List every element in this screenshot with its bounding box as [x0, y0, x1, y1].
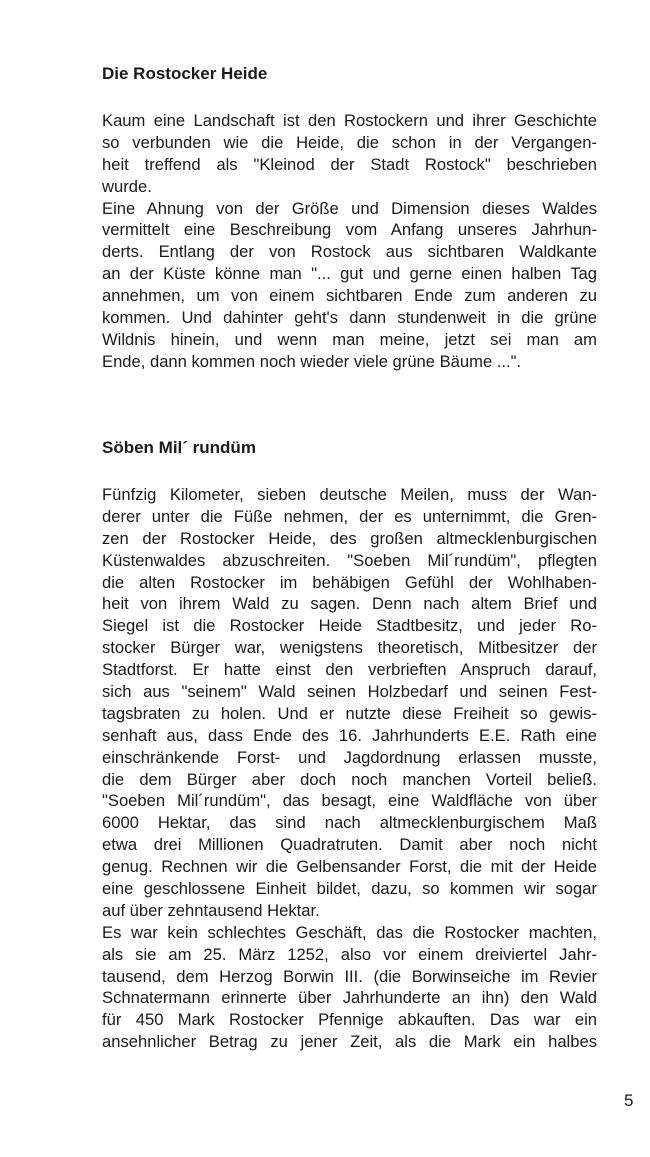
- text-line: tausend, dem Herzog Borwin III. (die Borwinseiche im Revier: [102, 966, 597, 986]
- text-line: senhaft aus, dass Ende des 16. Jahrhunderts E.E. Rath eine: [102, 725, 597, 745]
- text-line: Stadtforst. Er hatte einst den verbrieften Anspruch darauf,: [102, 660, 597, 680]
- text-line: Küstenwaldes abzuschreiten. "Soeben Mil´rundüm", pflegten: [102, 550, 597, 570]
- text-line: 6000 Hektar, das sind nach altmecklenburgischem Maß: [102, 813, 597, 833]
- text-line: Siegel ist die Rostocker Heide Stadtbesitz, und jeder Ro-: [102, 616, 597, 636]
- text-line: eine geschlossene Einheit bildet, dazu, so kommen wir sogar: [102, 879, 597, 899]
- text-line: Es war kein schlechtes Geschäft, das die Rostocker machten,: [102, 922, 597, 942]
- page-number: 5: [624, 1091, 634, 1110]
- text-line: einschränkende Forst- und Jagdordnung erlassen musste,: [102, 747, 597, 767]
- text-line: "Soeben Mil´rundüm", das besagt, eine Waldfläche von über: [102, 791, 597, 811]
- section-heading-rostocker-heide: Die Rostocker Heide: [102, 64, 268, 83]
- text-line: für 450 Mark Rostocker Pfennige abkauften. Das war ein: [102, 1010, 597, 1030]
- text-line: genug. Rechnen wir die Gelbensander Forst, die mit der Heide: [102, 857, 597, 877]
- text-line: so verbunden wie die Heide, die schon in der Vergangen-: [102, 132, 597, 152]
- text-line: vermittelt eine Beschreibung vom Anfang unseres Jahrhun-: [102, 220, 597, 240]
- text-line: heit von ihrem Wald zu sagen. Denn nach altem Brief und: [102, 594, 597, 614]
- text-line: Eine Ahnung von der Größe und Dimension dieses Waldes: [102, 198, 597, 218]
- text-line: annehmen, um von einem sichtbaren Ende zum anderen zu: [102, 286, 597, 306]
- text-line: die alten Rostocker im behäbigen Gefühl der Wohlhaben-: [102, 572, 597, 592]
- text-line: derer unter die Füße nehmen, der es unternimmt, die Gren-: [102, 506, 597, 526]
- text-line: stocker Bürger war, wenigstens theoretisch, Mitbesitzer der: [102, 638, 597, 658]
- text-line: die dem Bürger aber doch noch manchen Vorteil beließ.: [102, 769, 597, 789]
- paragraph-rostocker-heide: [102, 110, 597, 373]
- text-line: Wildnis hinein, und wenn man meine, jetzt sei man am: [102, 329, 597, 349]
- text-line: heit treffend als "Kleinod der Stadt Rostock" beschrieben: [102, 154, 597, 174]
- text-line: auf über zehntausend Hektar.: [102, 900, 320, 920]
- text-line: Schnatermann erinnerte über Jahrhunderte an ihn) den Wald: [102, 988, 597, 1008]
- text-line: derts. Entlang der von Rostock aus sichtbaren Waldkante: [102, 242, 597, 262]
- text-line: Ende, dann kommen noch wieder viele grüne Bäume ...".: [102, 351, 522, 371]
- section-heading-soeben-mil-rundum: Söben Mil´ rundüm: [102, 438, 256, 457]
- text-line: sich aus "seinem" Wald seinen Holzbedarf und seinen Fest-: [102, 682, 597, 702]
- text-line: kommen. Und dahinter geht's dann stundenweit in die grüne: [102, 308, 597, 328]
- text-line: zen der Rostocker Heide, des großen altmecklenburgischen: [102, 528, 597, 548]
- text-line: Kaum eine Landschaft ist den Rostockern und ihrer Geschichte: [102, 111, 597, 130]
- text-line: an der Küste könne man "... gut und gerne einen halben Tag: [102, 264, 597, 284]
- text-line: tagsbraten zu holen. Und er nutzte diese Freiheit so gewis-: [102, 703, 597, 723]
- text-line: etwa drei Millionen Quadratruten. Damit aber noch nicht: [102, 835, 597, 855]
- text-line: als sie am 25. März 1252, also vor einem dreiviertel Jahr-: [102, 944, 597, 964]
- text-line: ansehnlicher Betrag zu jener Zeit, als die Mark ein halbes: [102, 1032, 597, 1052]
- text-line: Fünfzig Kilometer, sieben deutsche Meilen, muss der Wan-: [102, 485, 597, 504]
- paragraph-soeben-mil-rundum: [102, 484, 597, 1053]
- text-line: wurde.: [102, 176, 152, 196]
